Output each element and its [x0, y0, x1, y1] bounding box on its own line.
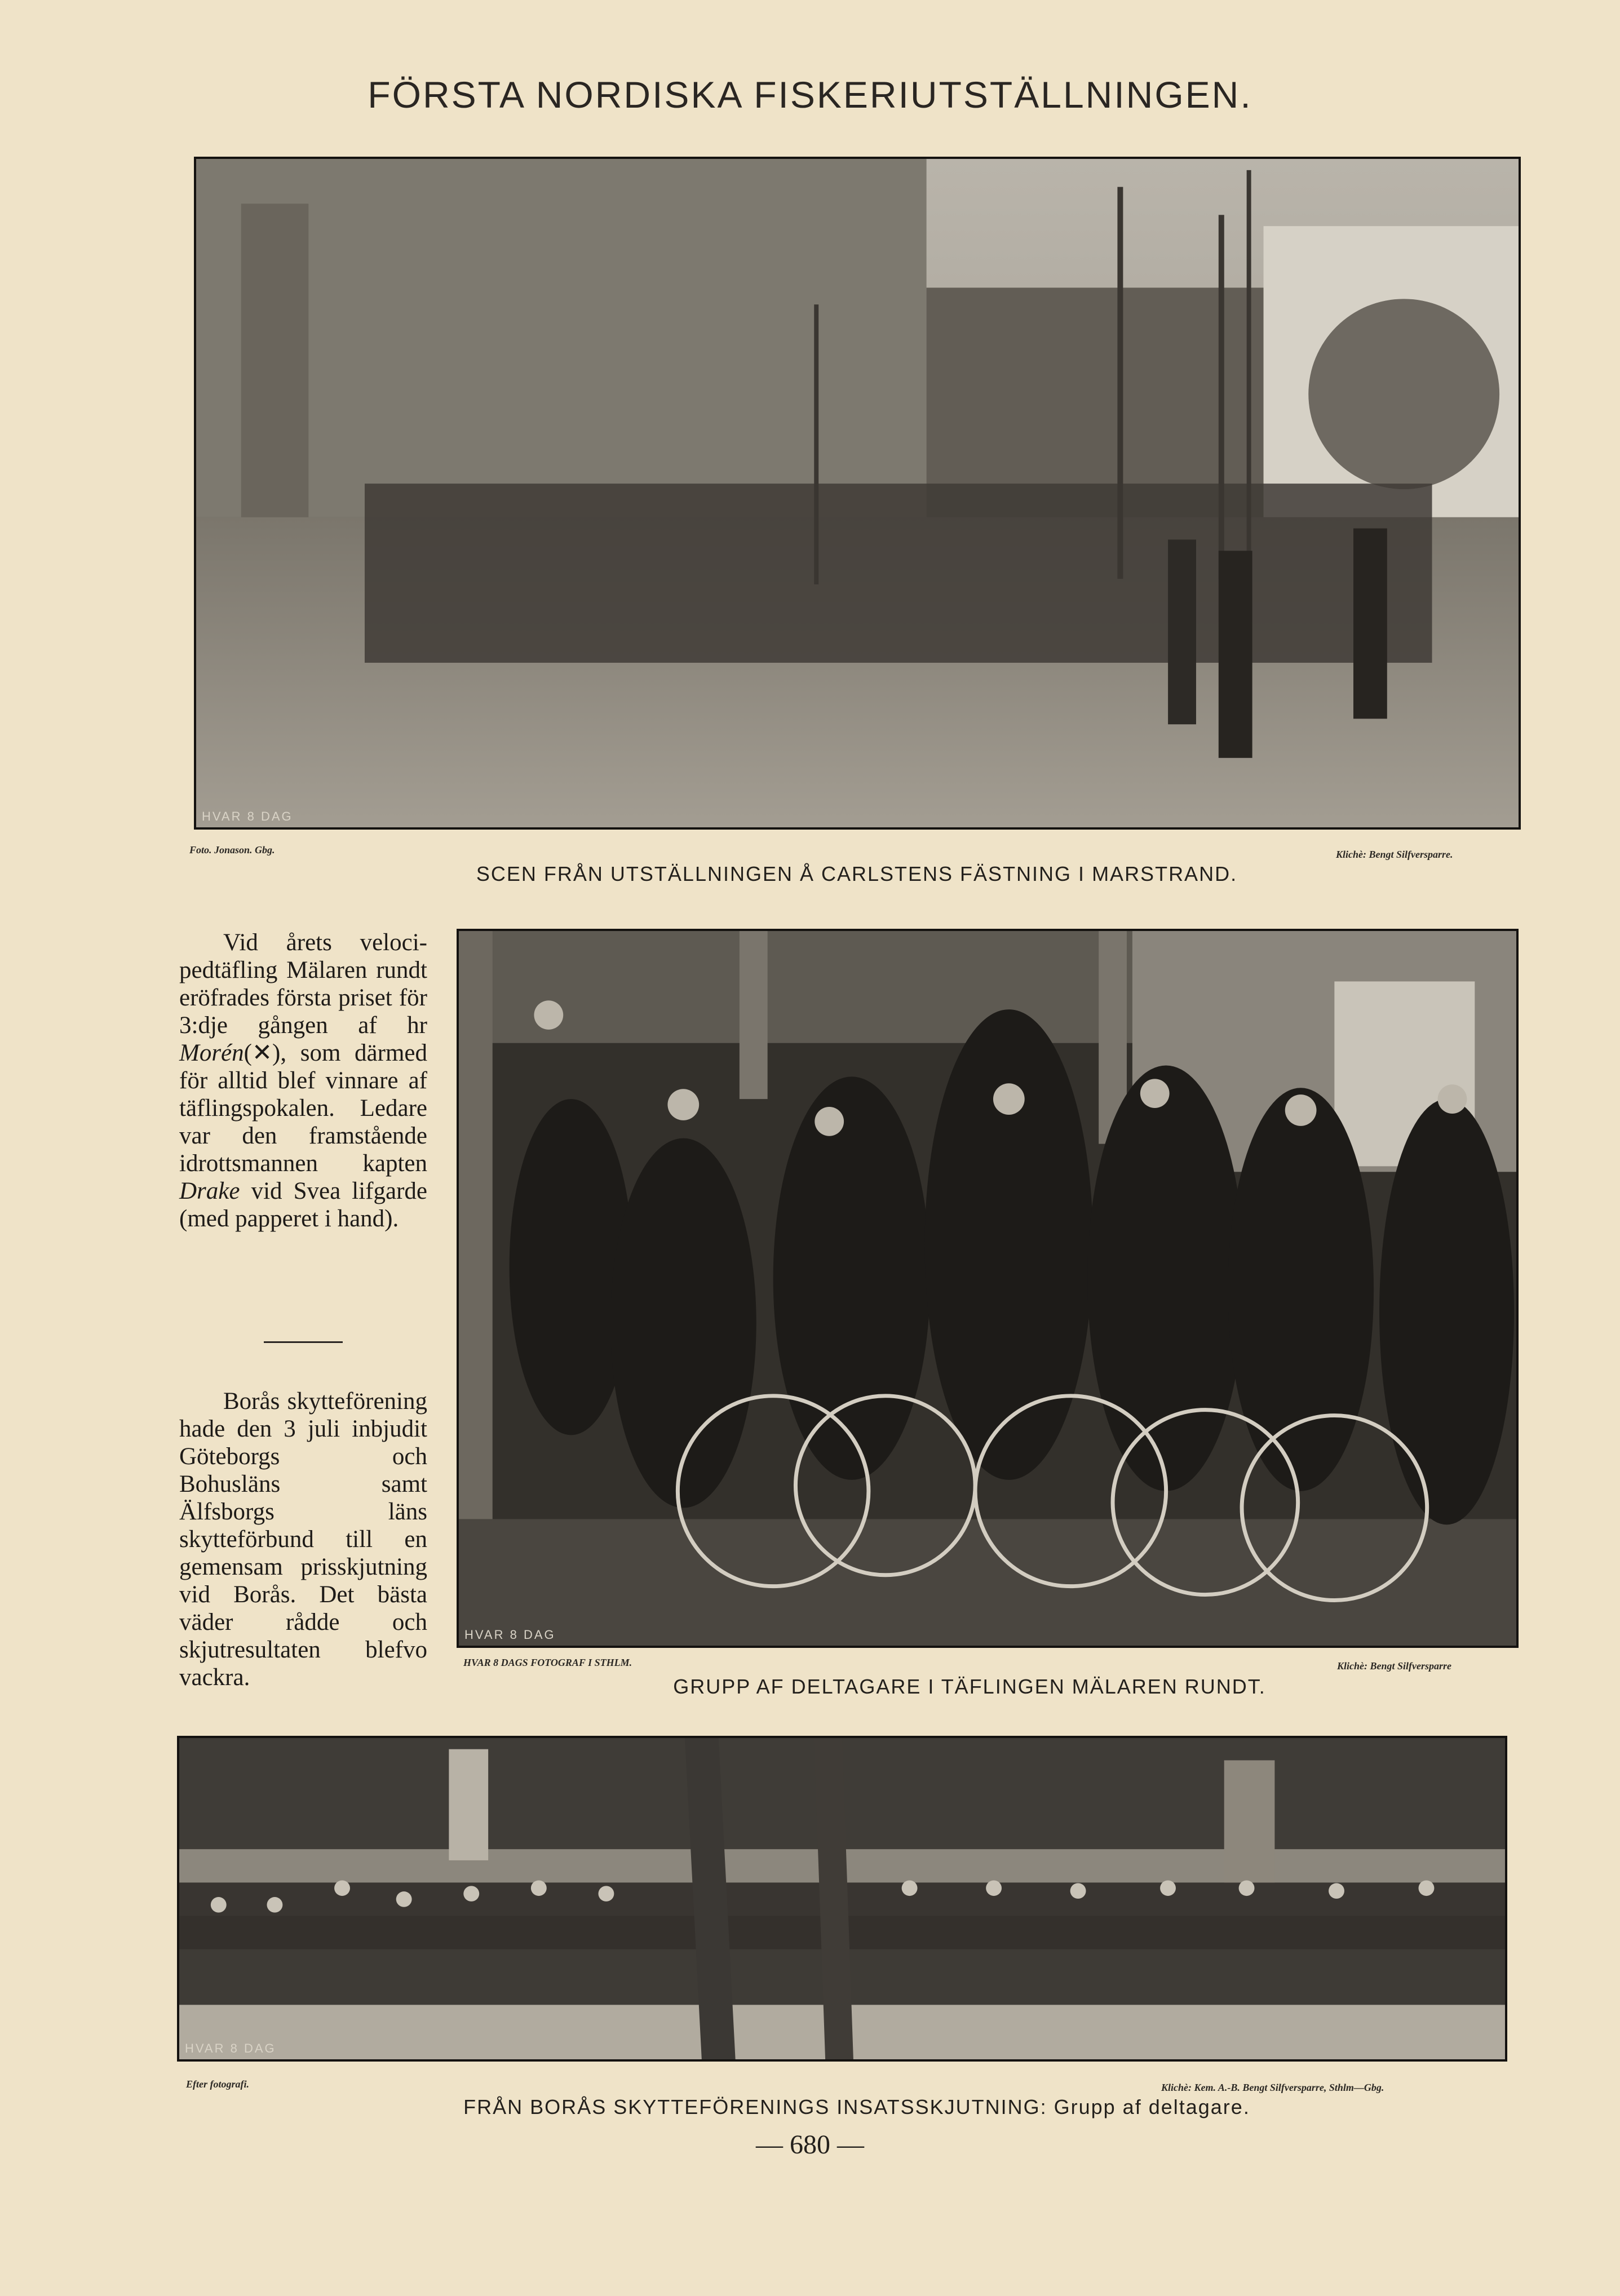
photo-watermark: HVAR 8 DAG	[185, 2041, 276, 2055]
page-number: — 680 —	[756, 2130, 864, 2160]
photo-credit: Efter fotografi.	[186, 2078, 249, 2090]
sidebar-article	[179, 929, 427, 1233]
block-credit: Klichè: Bengt Silfversparre	[1337, 1660, 1451, 1672]
exhibition-photo-image	[196, 159, 1519, 827]
name-moren: Morén	[179, 1040, 244, 1066]
sidebar-article-2	[179, 1388, 427, 1691]
name-drake: Drake	[179, 1178, 240, 1204]
photo-shooting-club	[177, 1736, 1507, 2062]
photo-exhibition-scene	[194, 157, 1521, 830]
shooting-paragraph: Borås skytteförening hade den 3 juli inbjudit Göteborgs och Bohusläns samt Älfsborgs läns skytteförbund till en gemensam prisskjutning vid Borås. Det bästa väder rådde och skjutresultaten blefvo vackra.	[179, 1388, 427, 1691]
photo-watermark: HVAR 8 DAG	[464, 1628, 556, 1642]
photo-caption: SCEN FRÅN UTSTÄLLNINGEN Å CARLSTENS FÄSTNING I MARSTRAND.	[476, 862, 1238, 885]
section-divider	[264, 1341, 343, 1343]
photo-watermark: HVAR 8 DAG	[202, 809, 293, 823]
block-credit: Klichè: Kem. A.-B. Bengt Silfversparre, Sthlm—Gbg.	[1161, 2082, 1384, 2093]
photo-credit: HVAR 8 DAGS FOTOGRAF I STHLM.	[463, 1657, 632, 1668]
photo-cyclists-group	[457, 929, 1519, 1648]
page-title: FÖRSTA NORDISKA FISKERIUTSTÄLLNINGEN.	[368, 74, 1252, 116]
photo-caption: FRÅN BORÅS SKYTTEFÖRENINGS INSATSSKJUTNING: Grupp af deltagare.	[463, 2095, 1250, 2118]
cyclists-photo-image	[459, 931, 1516, 1646]
cross-mark: (✕)	[244, 1040, 281, 1066]
block-credit: Klichè: Bengt Silfversparre.	[1336, 849, 1453, 860]
velocipede-paragraph: Vid årets veloci-pedtäfling Mälaren rundt eröfrades första priset för 3:dje gången af hr Morén(✕), som därmed för alltid blef vinnare af täflingspokalen. Ledare var den framstående idrottsmannen kapten Drake vid Svea lifgarde (med papperet i hand).	[179, 929, 427, 1232]
photo-caption: GRUPP AF DELTAGARE I TÄFLINGEN MÄLAREN RUNDT.	[673, 1675, 1266, 1698]
shooting-club-photo-image	[179, 1738, 1505, 2059]
photo-credit: Foto. Jonason. Gbg.	[189, 844, 275, 856]
